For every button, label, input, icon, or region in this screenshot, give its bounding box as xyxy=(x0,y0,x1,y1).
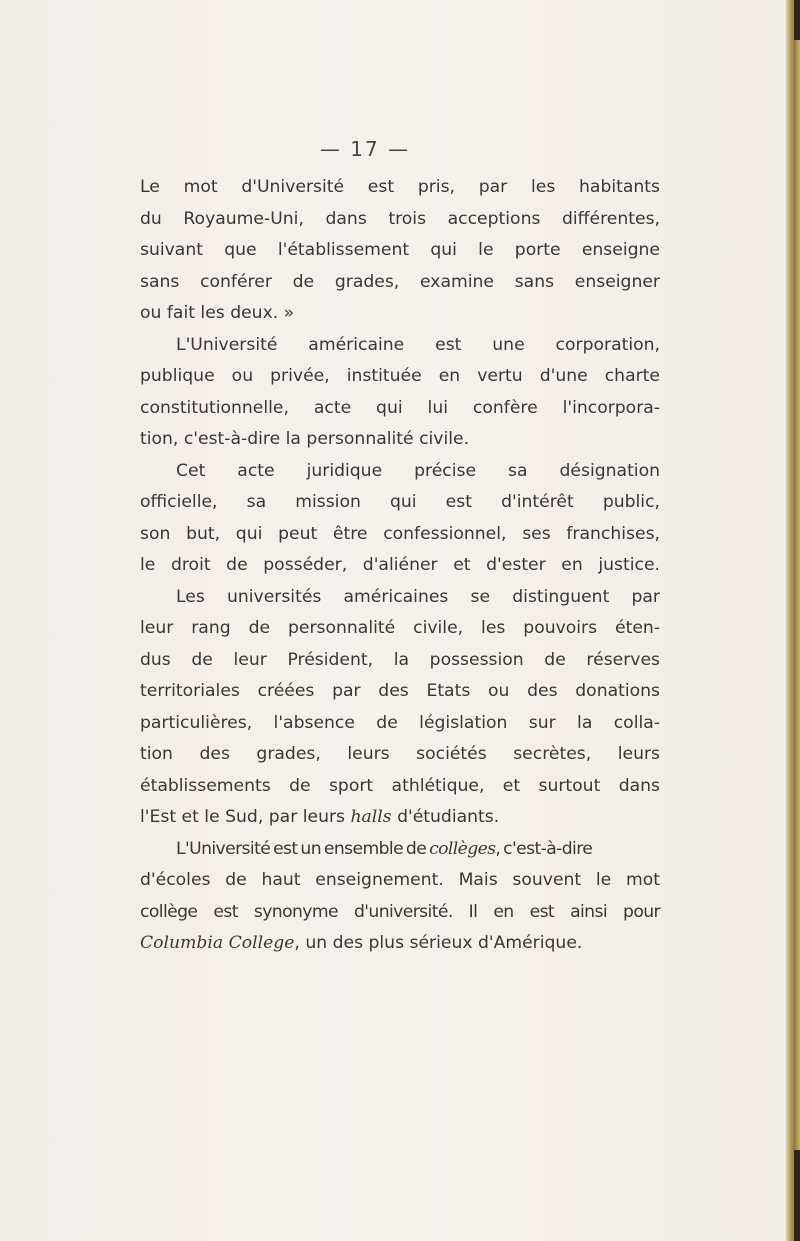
italic-term: collèges xyxy=(429,838,496,859)
body-text xyxy=(140,172,660,960)
text-fragment: l'Est et le Sud, par leurs xyxy=(140,807,345,827)
text-line: du Royaume-Uni, dans trois acceptions différentes, xyxy=(140,208,660,229)
text-line: tion des grades, leurs sociétés secrètes, leurs xyxy=(140,744,660,764)
italic-term: halls xyxy=(350,807,392,827)
text-line: ou fait les deux. » xyxy=(140,303,295,323)
text-line: L'Université américaine est une corporation, xyxy=(176,334,660,355)
text-line xyxy=(140,834,660,866)
page-edge-shadow xyxy=(794,1150,800,1241)
text-line: établissements de sport athlétique, et surtout dans xyxy=(140,775,660,796)
text-line: d'écoles de haut enseignement. Mais souvent le mot xyxy=(140,870,660,890)
text-line xyxy=(140,802,660,834)
page-edge xyxy=(786,0,800,1241)
text-line: Le mot d'Université est pris, par les habitants xyxy=(140,177,660,197)
page-edge-shadow xyxy=(794,0,800,40)
text-line: constitutionnelle, acte qui lui confère l'incorpora- xyxy=(140,397,660,418)
text-line: leur rang de personnalité civile, les pouvoirs éten- xyxy=(140,618,660,638)
text-line: dus de leur Président, la possession de réserves xyxy=(140,649,660,670)
text-line: sans conférer de grades, examine sans enseigner xyxy=(140,271,660,292)
page-number: — 17 — xyxy=(319,137,411,161)
text-line: territoriales créées par des Etats ou des donations xyxy=(140,681,660,701)
text-line: suivant que l'établissement qui le porte enseigne xyxy=(140,240,660,260)
text-fragment: d'étudiants. xyxy=(397,807,500,827)
text-fragment: , c'est-à-dire xyxy=(495,838,593,859)
text-fragment: L'Université est un ensemble de xyxy=(176,838,427,859)
text-line: le droit de posséder, d'aliéner et d'ester en justice. xyxy=(140,555,660,575)
text-line: son but, qui peut être confessionnel, ses franchises, xyxy=(140,523,660,544)
text-line: particulières, l'absence de législation sur la colla- xyxy=(140,712,660,733)
text-line: Les universités américaines se distinguent par xyxy=(176,586,660,607)
text-line: officielle, sa mission qui est d'intérêt public, xyxy=(140,492,660,512)
italic-term: Columbia College xyxy=(140,933,295,953)
text-line: Cet acte juridique précise sa désignation xyxy=(176,460,660,481)
text-line xyxy=(140,928,660,960)
text-line: publique ou privée, instituée en vertu d'une charte xyxy=(140,366,660,386)
text-line: collège est synonyme d'université. Il en est ainsi pour xyxy=(140,901,660,922)
text-fragment: , un des plus sérieux d'Amérique. xyxy=(294,933,583,953)
text-line: tion, c'est-à-dire la personnalité civile. xyxy=(140,429,470,449)
